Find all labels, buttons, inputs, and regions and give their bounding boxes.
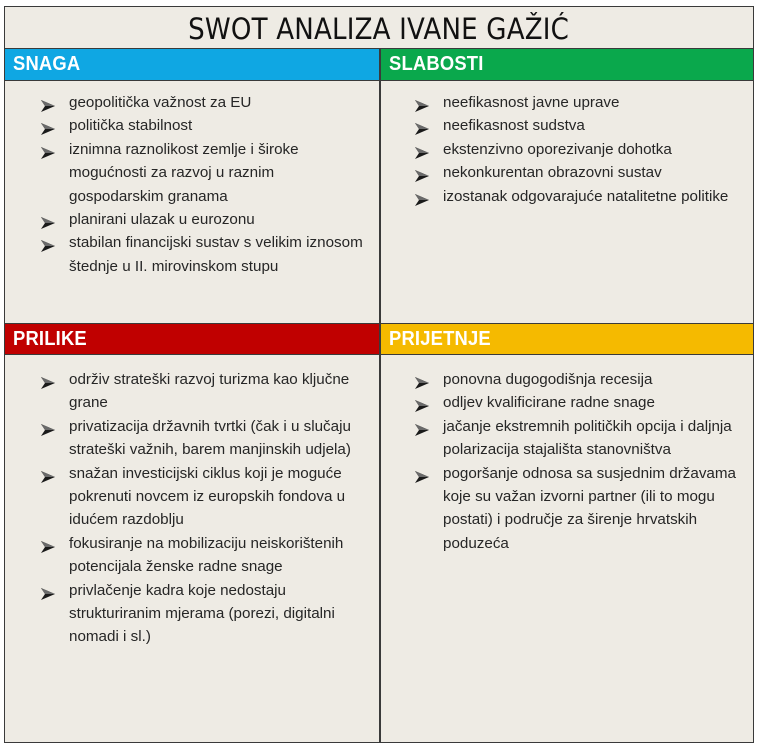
list-item <box>385 161 753 184</box>
page-title: SWOT ANALIZA IVANE GAŽIĆ <box>188 11 570 46</box>
slabosti-list <box>385 91 753 208</box>
list-item <box>11 579 379 649</box>
swot-table <box>4 6 754 743</box>
list-item-text: izostanak odgovarajuće natalitetne politike <box>443 187 729 205</box>
list-item-text: održiv strateški razvoj turizma kao ključne grane <box>69 371 350 412</box>
list-item-text: jačanje ekstremnih političkih opcija i daljnja polarizacija stajališta stanovništva <box>443 417 732 459</box>
list-item <box>385 138 753 161</box>
list-item-text: nekonkurentan obrazovni sustav <box>443 164 662 182</box>
arrowhead-bullet-icon <box>415 96 429 108</box>
header-prilike <box>5 323 379 355</box>
list-item-text: privatizacija državnih tvrtki (čak i u slučaju strateški važnih, barem manjinskih udjela) <box>69 417 351 459</box>
list-item-text: ponovna dugogodišnja recesija <box>443 371 653 388</box>
list-item <box>11 114 379 137</box>
arrowhead-bullet-icon <box>41 96 55 108</box>
arrowhead-bullet-icon <box>41 236 55 248</box>
list-item <box>11 462 379 532</box>
list-item <box>385 185 753 208</box>
list-item-text: politička stabilnost <box>69 117 193 135</box>
header-snaga-label: SNAGA <box>13 53 81 75</box>
arrowhead-bullet-icon <box>41 143 55 155</box>
list-item-text: snažan investicijski ciklus koji je moguće pokrenuti novcem iz europskih fondova u idućem razdoblju <box>69 464 346 529</box>
header-snaga <box>5 49 379 81</box>
list-item <box>385 391 753 414</box>
snaga-list <box>11 91 379 278</box>
arrowhead-bullet-icon <box>41 537 55 549</box>
list-item <box>385 462 753 556</box>
list-item <box>11 138 379 208</box>
list-item <box>11 415 379 462</box>
header-prilike-label: PRILIKE <box>13 327 87 350</box>
prilike-list <box>11 368 379 649</box>
arrowhead-bullet-icon <box>415 420 429 432</box>
list-item-text: planirani ulazak u eurozonu <box>69 211 255 229</box>
arrowhead-bullet-icon <box>41 373 55 385</box>
list-item <box>385 368 753 391</box>
arrowhead-bullet-icon <box>415 373 429 385</box>
list-item-text: neefikasnost sudstva <box>443 117 585 135</box>
arrowhead-bullet-icon <box>41 584 55 596</box>
arrowhead-bullet-icon <box>415 119 429 131</box>
list-item-text: odljev kvalificirane radne snage <box>443 394 655 412</box>
list-item-text: stabilan financijski sustav s velikim iznosom štednje u II. mirovinskom stupu <box>69 234 363 275</box>
arrowhead-bullet-icon <box>415 190 429 202</box>
arrowhead-bullet-icon <box>41 213 55 225</box>
arrowhead-bullet-icon <box>415 396 429 408</box>
prijetnje-content <box>385 368 753 555</box>
list-item <box>11 208 379 231</box>
header-slabosti-label: SLABOSTI <box>388 53 484 75</box>
list-item-text: geopolitička važnost za EU <box>69 94 252 111</box>
list-item <box>11 91 379 114</box>
list-item-text: privlačenje kadra koje nedostaju strukturiranim mjerama (porezi, digitalni nomadi i sl.) <box>69 581 335 646</box>
header-slabosti <box>381 49 754 81</box>
prilike-content <box>11 368 379 649</box>
title-row <box>5 7 753 49</box>
header-prijetnje-label: PRIJETNJE <box>388 327 491 350</box>
arrowhead-bullet-icon <box>415 467 429 479</box>
list-item <box>385 415 753 462</box>
list-item-text: neefikasnost javne uprave <box>443 94 620 111</box>
list-item-text: fokusiranje na mobilizaciju neiskorištenih potencijala ženske radne snage <box>69 534 344 576</box>
list-item <box>11 532 379 579</box>
list-item <box>385 114 753 137</box>
arrowhead-bullet-icon <box>41 119 55 131</box>
vertical-divider <box>379 49 381 742</box>
header-prijetnje <box>381 323 754 355</box>
list-item-text: iznimna raznolikost zemlje i široke mogućnosti za razvoj u raznim gospodarskim granama <box>69 140 299 205</box>
arrowhead-bullet-icon <box>41 467 55 479</box>
arrowhead-bullet-icon <box>415 143 429 155</box>
list-item <box>11 368 379 415</box>
slabosti-content <box>385 91 753 208</box>
snaga-content <box>11 91 379 278</box>
list-item-text: ekstenzivno oporezivanje dohotka <box>443 140 672 158</box>
list-item <box>11 231 379 278</box>
prijetnje-list <box>385 368 753 555</box>
list-item <box>385 91 753 114</box>
list-item-text: pogoršanje odnosa sa susjednim državama koje su važan izvorni partner (ili to mogu postati) i područje za širenje hrvatskih poduzeća <box>443 464 736 552</box>
arrowhead-bullet-icon <box>415 166 429 178</box>
arrowhead-bullet-icon <box>41 420 55 432</box>
